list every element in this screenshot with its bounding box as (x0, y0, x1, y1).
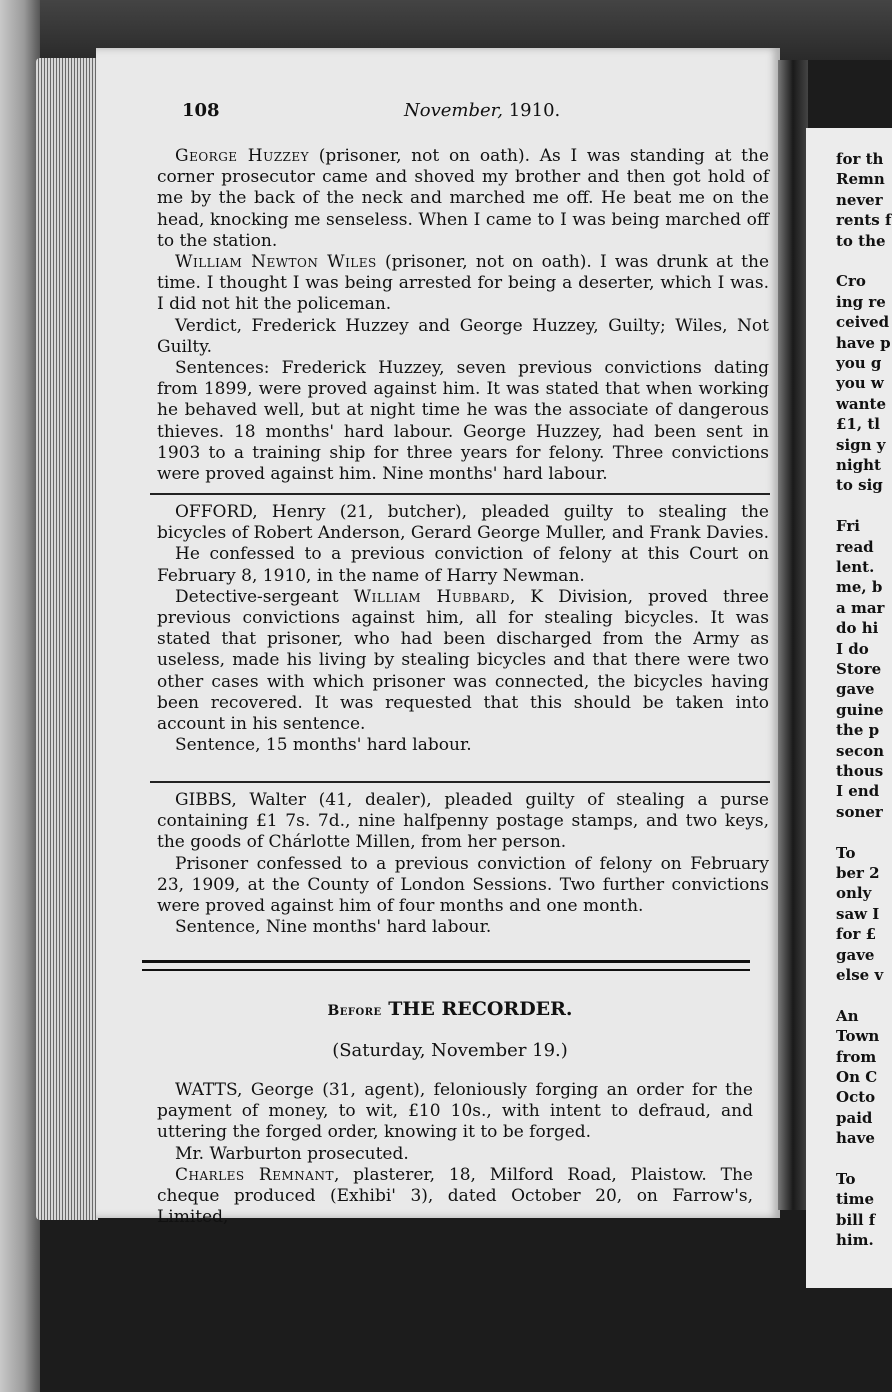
paragraph (157, 146, 769, 252)
court-heading-main: THE RECORDER. (388, 998, 573, 1020)
case-heading-paragraph: OFFORD, Henry (21, butcher), pleaded guilty to stealing the bicycles of Robert Anderson, Gerard George Muller, and Frank Davies. (157, 502, 769, 544)
paragraph: Mr. Warburton prosecuted. (175, 1143, 409, 1164)
right-page-line-fragment: Town (836, 1027, 880, 1046)
right-page-line-fragment: a mar (836, 598, 885, 617)
right-page-line-fragment: for £ (836, 925, 877, 944)
right-page-line-fragment: secon (836, 741, 885, 760)
case-heading-paragraph: GIBBS, Walter (41, dealer), pleaded guilty of stealing a purse containing £1 7s. 7d., nine halfpenny postage stamps, and two keys, the goods of Chárlotte Millen, from her person. (157, 790, 769, 853)
right-page-line-fragment: paid (836, 1108, 873, 1127)
right-page-line-fragment: ing re (836, 292, 886, 311)
right-page-line-fragment: bill f (836, 1210, 876, 1229)
right-page-line-fragment: soner (836, 802, 883, 821)
right-page-line-fragment: thous (836, 762, 884, 780)
book-gutter (778, 60, 808, 1210)
right-page-line-fragment: To (836, 843, 856, 862)
right-page-line-fragment: for th (836, 150, 884, 168)
right-page-line-fragment: guine (836, 700, 884, 719)
right-page-line-fragment: to the (836, 231, 886, 250)
running-title-month: November, (404, 100, 503, 121)
text-block-watts (157, 1080, 753, 1228)
book-page-edges (36, 58, 98, 1220)
right-page-line-fragment: to sig (836, 476, 883, 495)
right-page-line-fragment: night (836, 456, 881, 474)
right-page-line-fragment: To (836, 1170, 856, 1188)
right-page-line-fragment: Cro (836, 272, 866, 291)
right-page-line-fragment: An (836, 1006, 859, 1025)
court-heading-before: Before (327, 1003, 382, 1019)
right-page-line-fragment: the p (836, 721, 880, 740)
witness-name: William Hubbard (353, 586, 510, 607)
text-block-huzzey (157, 146, 769, 485)
right-page-line-fragment: have p (836, 333, 891, 352)
right-page-line-fragment: I end (836, 782, 880, 801)
right-page-line-fragment: Fri (836, 517, 860, 536)
page-header (182, 100, 562, 130)
running-title-year: 1910. (508, 100, 561, 121)
right-page-line-fragment: have (836, 1129, 875, 1148)
witness-name: William Newton Wiles (175, 252, 377, 273)
right-page-line-fragment: else v (836, 966, 884, 984)
sentences-paragraph: Sentences: Frederick Huzzey, seven previous convictions dating from 1899, were proved against him. It was stated that when working he behaved well, but at night time he was the associate of dangerous thieves. 18 months' hard labour. George Huzzey, had been sent in 1903 to a training ship for three years for felony. Three convictions were proved against him. Nine months' hard labour. (157, 358, 769, 485)
paragraph-text: (prisoner, not on oath). I was drunk at the time. I thought I was being arrested for being a deserter, which I was. I did not hit the policeman. (157, 252, 770, 315)
right-page-line-fragment: gave (836, 945, 875, 964)
witness-name: Charles Remnant (175, 1164, 334, 1185)
paragraph-text: , plasterer, 18, Milford Road, Plaistow. The cheque produced (Exhibi' 3), dated October 20, on Farrow's, Limited, (157, 1164, 753, 1228)
paragraph-text: Detective-sergeant (175, 586, 339, 607)
right-page-line-fragment: you g (836, 354, 882, 372)
paragraph-text: (prisoner, not on oath). As I was standing at the corner prosecutor came and shoved my brother and then got hold of me by the back of the neck and marched me off. He beat me on the head, knocking me senseless. When I came to I was being marched off to the station. (157, 146, 770, 251)
paragraph-text: , K Division, proved three previous convictions against him, all for stealing bicycles. It was stated that prisoner, who had been discharged from the Army as useless, made his living by stealing bicycles and that there were two other cases with which prisoner was connected, the bicycles having been recovered. It was requested that this should be taken into account in his sentence. (157, 586, 769, 735)
date-subheading: (Saturday, November 19.) (332, 1040, 568, 1061)
right-page-line-fragment: do hi (836, 619, 879, 638)
paragraph (157, 587, 769, 735)
running-title (404, 100, 560, 121)
right-page-line-fragment: Remn (836, 170, 885, 189)
right-page-line-fragment: him. (836, 1231, 874, 1250)
right-page-line-fragment: Store (836, 660, 882, 678)
right-page-line-fragment: ber 2 (836, 864, 880, 882)
witness-name: George Huzzey (175, 146, 310, 166)
right-page-line-fragment: gave (836, 680, 875, 699)
right-page-line-fragment: only (836, 884, 872, 903)
right-page-line-fragment: £1, tl (836, 415, 880, 434)
case-heading-paragraph: WATTS, George (31, agent), feloniously forging an order for the payment of money, to wit, £10 10s., with intent to defraud, and uttering the forged order, knowing it to be forged. (157, 1080, 753, 1143)
text-block-gibbs (157, 790, 769, 938)
right-page-line-fragment: wante (836, 394, 887, 413)
right-page-line-fragment: me, b (836, 578, 883, 597)
paragraph (157, 252, 769, 316)
right-page-line-fragment: sign y (836, 435, 886, 454)
paragraph: Prisoner confessed to a previous conviction of felony on February 23, 1909, at the County of London Sessions. Two further convictions were proved against him of four months and one month. (157, 853, 769, 917)
double-rule (142, 960, 750, 971)
page-number: 108 (182, 100, 220, 121)
right-page-line-fragment: lent. (836, 558, 875, 576)
sentence-paragraph: Sentence, Nine months' hard labour. (175, 917, 492, 938)
right-page-line-fragment: Octo (836, 1088, 876, 1107)
right-page-line-fragment: you w (836, 374, 884, 393)
right-page-line-fragment: I do (836, 639, 869, 658)
verdict-paragraph: Verdict, Frederick Huzzey and George Huzzey, Guilty; Wiles, Not Guilty. (157, 315, 769, 357)
right-page-fragment (806, 128, 892, 1288)
right-page-line-fragment: never (836, 190, 883, 209)
sentence-paragraph: Sentence, 15 months' hard labour. (175, 735, 472, 756)
paragraph: He confessed to a previous conviction of felony at this Court on February 8, 1910, in the name of Harry Newman. (157, 544, 769, 586)
text-block-offord (157, 502, 769, 756)
section-divider (150, 493, 770, 495)
scan-left-edge (0, 0, 40, 1392)
right-page-line-fragment: time (836, 1190, 875, 1209)
right-page-line-fragment: from (836, 1047, 877, 1066)
section-divider (150, 781, 770, 783)
right-page-line-fragment: read (836, 537, 874, 556)
paragraph (157, 1165, 753, 1229)
right-page-line-fragment: rents f (836, 211, 892, 230)
right-page-line-fragment: ceived (836, 313, 890, 332)
court-heading (150, 998, 750, 1020)
right-page-line-fragment: On C (836, 1068, 878, 1086)
right-page-line-fragment: saw I (836, 904, 880, 923)
